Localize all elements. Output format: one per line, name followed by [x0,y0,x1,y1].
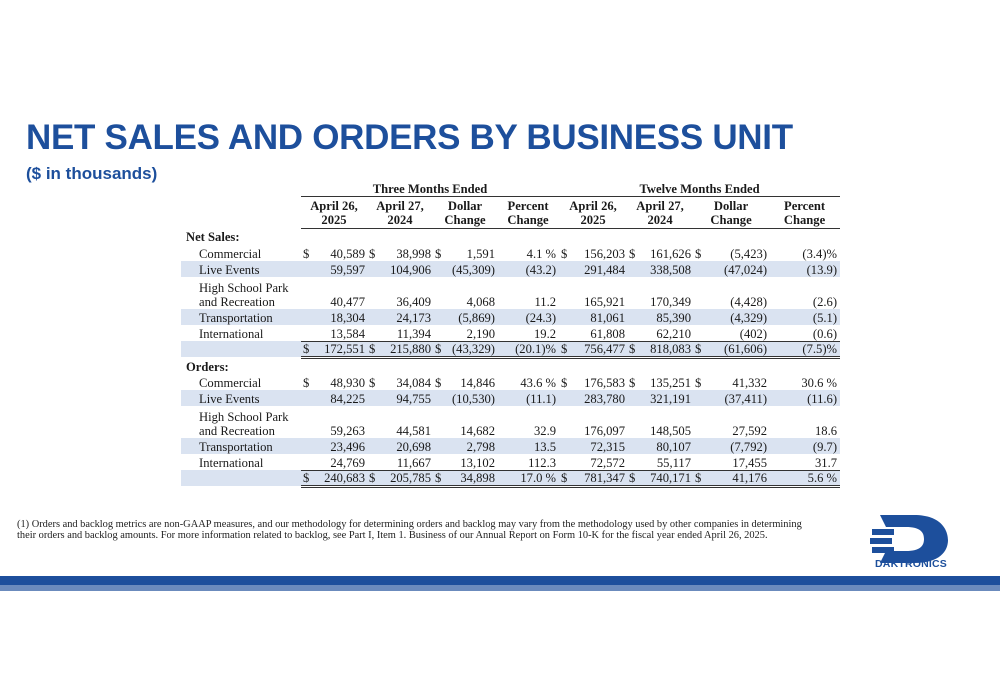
value-cell [367,374,433,390]
value-cell [769,325,840,341]
cell-value: 11,394 [396,326,431,341]
value-cell [559,277,627,309]
cell-value: 13,102 [460,455,495,470]
three-months-header: Three Months Ended [301,180,559,196]
column-header-line: April 26, [310,198,358,213]
currency-symbol: $ [561,246,568,261]
value-cell [769,390,840,406]
row-label: International [199,327,264,342]
value-cell [559,325,627,341]
cell-value: 19.2 [533,326,557,341]
column-header-row [181,196,840,228]
empty-cell [433,357,497,373]
row-label: Transportation [181,438,301,454]
currency-symbol: $ [303,341,310,356]
row-label: International [199,456,264,471]
column-header-line: Percent [784,198,826,213]
row-label-line: High School Park [199,409,289,424]
cell-value: 291,484 [584,262,626,277]
cell-value: 172,551 [324,341,365,356]
cell-value: 81,061 [590,310,626,325]
cell-value: 18.6 [814,423,838,438]
table-row [181,454,840,470]
empty-cell [627,357,693,373]
cell-value: (45,309) [451,262,495,277]
net-sales-label: Net Sales: [186,230,240,245]
cell-value: 72,315 [590,440,626,455]
column-header [367,196,433,228]
currency-symbol: $ [369,246,376,261]
cell-value: (10,530) [451,391,495,406]
value-cell [693,244,769,260]
currency-symbol: $ [435,341,442,356]
value-cell [497,374,559,390]
cell-value: 205,785 [390,470,431,485]
column-header-line: 2025 [321,212,347,227]
value-cell [769,470,840,486]
value-cell [769,438,840,454]
cell-value: 32.9 [533,423,557,438]
currency-symbol: $ [695,341,702,356]
value-cell [627,454,693,470]
cell-value: 48,930 [330,375,365,390]
value-cell [367,454,433,470]
column-header-line: Change [507,212,549,227]
value-cell [627,244,693,260]
value-cell [433,277,497,309]
cell-value: (7,792) [730,440,768,455]
value-cell [769,406,840,438]
cell-value: 818,083 [650,341,692,356]
table-row [181,261,840,277]
column-header-line: Change [444,212,486,227]
row-label-line: and Recreation [199,423,275,438]
value-cell [497,341,559,357]
page-subtitle: ($ in thousands) [26,164,158,183]
value-cell [367,325,433,341]
value-cell [559,261,627,277]
cell-value: (5.1) [812,310,838,325]
cell-value: 27,592 [732,423,768,438]
value-cell [367,309,433,325]
value-cell [693,390,769,406]
value-cell [627,309,693,325]
value-cell [769,277,840,309]
empty-cell [627,228,693,244]
table-row [181,406,840,438]
total-label-cell [181,341,301,357]
currency-symbol: $ [303,470,310,485]
cell-value: 170,349 [650,294,692,309]
row-label: Transportation [181,309,301,325]
cell-value: 43.6 % [520,375,557,390]
value-cell [693,277,769,309]
column-header [693,196,769,228]
cell-value: 2,190 [466,326,495,341]
cell-value: (4,428) [730,294,768,309]
cell-value: 176,097 [584,423,626,438]
value-cell [559,341,627,357]
value-cell [769,341,840,357]
cell-value: (3.4)% [802,246,838,261]
cell-value: (7.5)% [802,341,838,356]
total-label-cell [181,470,301,486]
value-cell [301,341,367,357]
value-cell [559,244,627,260]
cell-value: (9.7) [812,440,838,455]
cell-value: 30.6 % [801,375,838,390]
cell-value: 4,068 [466,294,495,309]
value-cell [693,470,769,486]
empty-cell [367,357,433,373]
cell-value: (37,411) [724,391,768,406]
empty-cell [559,357,627,373]
cell-value: 80,107 [656,440,692,455]
value-cell [497,325,559,341]
currency-symbol: $ [695,375,702,390]
cell-value: (13.9) [806,262,838,277]
column-header [301,196,367,228]
currency-symbol: $ [369,375,376,390]
cell-value: 38,998 [396,246,431,261]
cell-value: 11,667 [396,455,431,470]
table-row [181,309,840,325]
currency-symbol: $ [369,470,376,485]
column-header-line: 2025 [580,212,606,227]
cell-value: 40,477 [330,294,365,309]
value-cell [367,438,433,454]
value-cell [367,390,433,406]
cell-value: 41,176 [732,470,768,485]
column-header-line: April 26, [569,198,617,213]
cell-value: 165,921 [584,294,626,309]
cell-value: 240,683 [324,470,365,485]
cell-value: 156,203 [584,246,626,261]
footer-stripe-light [0,585,1000,591]
column-header [627,196,693,228]
cell-value: 17,455 [732,455,768,470]
row-label-line: and Recreation [199,294,275,309]
empty-cell [301,228,367,244]
value-cell [301,454,367,470]
cell-value: 94,755 [396,391,431,406]
cell-value: 4.1 % [526,246,557,261]
cell-value: 23,496 [330,440,365,455]
currency-symbol: $ [695,246,702,261]
value-cell [693,309,769,325]
cell-value: (61,606) [724,341,768,356]
value-cell [301,470,367,486]
empty-cell [497,357,559,373]
value-cell [693,454,769,470]
currency-symbol: $ [435,470,442,485]
business-unit-table [181,180,840,488]
value-cell [559,406,627,438]
cell-value: 14,846 [460,375,495,390]
empty-cell [693,357,769,373]
value-cell [559,374,627,390]
cell-value: 44,581 [396,423,431,438]
currency-symbol: $ [629,246,636,261]
value-cell [433,470,497,486]
value-cell [693,341,769,357]
value-cell [627,341,693,357]
value-cell [301,438,367,454]
currency-symbol: $ [303,246,310,261]
value-cell [497,244,559,260]
logo-wordmark: DAKTRONICS [875,558,947,570]
cell-value: 161,626 [650,246,692,261]
cell-value: (20.1)% [515,341,557,356]
value-cell [559,454,627,470]
value-cell [301,374,367,390]
value-cell [433,341,497,357]
value-cell [301,277,367,309]
column-header-line: April 27, [636,198,684,213]
cell-value: 135,251 [650,375,692,390]
cell-value: 740,171 [650,470,692,485]
orders-heading-row [181,357,840,373]
value-cell [627,325,693,341]
value-cell [627,390,693,406]
value-cell [433,454,497,470]
value-cell [693,261,769,277]
table-row [181,277,840,309]
currency-symbol: $ [695,470,702,485]
column-header-line: Change [783,212,826,227]
row-label: Live Events [181,390,301,406]
twelve-months-header: Twelve Months Ended [559,180,840,196]
footer-stripe [0,576,1000,585]
cell-value: 17.0 % [520,470,557,485]
value-cell [627,277,693,309]
column-header [497,196,559,228]
column-header-line: April 27, [376,198,424,213]
currency-symbol: $ [435,246,442,261]
value-cell [301,261,367,277]
value-cell [433,390,497,406]
cell-value: 756,477 [584,341,626,356]
cell-value: (11.6) [807,391,838,406]
cell-value: 14,682 [460,423,495,438]
value-cell [433,309,497,325]
value-cell [497,261,559,277]
column-header [433,196,497,228]
empty-cell [769,357,840,373]
cell-value: 283,780 [584,391,626,406]
value-cell [301,309,367,325]
cell-value: 55,117 [656,455,692,470]
page-title: NET SALES AND ORDERS BY BUSINESS UNIT [26,118,793,157]
value-cell [433,374,497,390]
value-cell [559,470,627,486]
value-cell [627,438,693,454]
table-row [181,374,840,390]
cell-value: 2,798 [466,440,495,455]
column-header [769,196,840,228]
footnote: (1) Orders and backlog metrics are non-GAAP measures, and our methodology for determining orders and backlog may vary from the methodology used by other companies in determining their orders and backlog amounts. For more information related to backlog, see Part I, Item 1. Business of our Annual Report on Form 10-K for the fiscal year ended April 26, 2025. [17,519,802,541]
currency-symbol: $ [435,375,442,390]
value-cell [769,244,840,260]
currency-symbol: $ [369,341,376,356]
currency-symbol: $ [629,470,636,485]
cell-value: (47,024) [724,262,768,277]
row-label-line: High School Park [199,280,289,295]
cell-value: 5.6 % [807,470,838,485]
value-cell [693,325,769,341]
empty-cell [497,228,559,244]
currency-symbol: $ [561,470,568,485]
row-label: Live Events [181,261,301,277]
value-cell [559,309,627,325]
cell-value: 24,769 [330,455,365,470]
column-header-line: Percent [507,198,549,213]
value-cell [497,438,559,454]
cell-value: 1,591 [466,246,495,261]
value-cell [693,438,769,454]
currency-symbol: $ [561,375,568,390]
value-cell [367,470,433,486]
value-cell [769,374,840,390]
cell-value: (0.6) [812,326,838,341]
cell-value: (402) [739,326,768,341]
row-label: Commercial [199,375,262,390]
value-cell [367,277,433,309]
value-cell [367,341,433,357]
cell-value: 13.5 [533,440,557,455]
empty-cell [769,228,840,244]
cell-value: (43,329) [451,341,495,356]
cell-value: 20,698 [396,440,431,455]
value-cell [497,406,559,438]
cell-value: 59,597 [330,262,365,277]
cell-value: 11.2 [534,294,557,309]
cell-value: 84,225 [330,391,365,406]
cell-value: 176,583 [584,375,626,390]
orders-total-row [181,470,840,486]
value-cell [627,261,693,277]
cell-value: 61,808 [590,326,626,341]
cell-value: (5,869) [458,310,495,325]
cell-value: 215,880 [390,341,431,356]
value-cell [497,390,559,406]
cell-value: 104,906 [390,262,431,277]
empty-cell [301,357,367,373]
column-header-line: Change [710,212,752,227]
table-row [181,390,840,406]
cell-value: (5,423) [730,246,768,261]
cell-value: 321,191 [650,391,692,406]
table-row [181,438,840,454]
cell-value: 40,589 [330,246,365,261]
net-sales-heading-row [181,228,840,244]
net-sales-total-row [181,341,840,357]
value-cell [433,406,497,438]
value-cell [627,406,693,438]
period-group-row [181,180,840,196]
cell-value: 85,390 [656,310,692,325]
row-label: Commercial [199,246,262,261]
value-cell [693,374,769,390]
column-header-line: Dollar [713,198,749,213]
value-cell [497,309,559,325]
cell-value: 62,210 [656,326,692,341]
cell-value: 338,508 [650,262,692,277]
value-cell [497,470,559,486]
value-cell [433,325,497,341]
cell-value: (43.2) [525,262,557,277]
column-header-line: 2024 [647,212,673,227]
row-label [181,406,301,438]
cell-value: (11.1) [526,391,557,406]
cell-value: 59,263 [330,423,365,438]
table-row [181,244,840,260]
cell-value: 148,505 [650,423,692,438]
row-label [181,277,301,309]
currency-symbol: $ [303,375,310,390]
value-cell [769,261,840,277]
cell-value: 112.3 [528,455,557,470]
column-header [559,196,627,228]
cell-value: 24,173 [396,310,431,325]
value-cell [367,261,433,277]
value-cell [497,454,559,470]
value-cell [433,261,497,277]
cell-value: 31.7 [814,455,838,470]
value-cell [301,406,367,438]
value-cell [301,325,367,341]
value-cell [497,277,559,309]
cell-value: 13,584 [330,326,365,341]
value-cell [693,406,769,438]
empty-cell [433,228,497,244]
value-cell [301,244,367,260]
value-cell [559,390,627,406]
empty-cell [367,228,433,244]
empty-cell [559,228,627,244]
empty-cell [693,228,769,244]
cell-value: 41,332 [732,375,768,390]
value-cell [433,438,497,454]
cell-value: 34,898 [460,470,495,485]
orders-label: Orders: [186,359,229,374]
value-cell [769,454,840,470]
currency-symbol: $ [629,341,636,356]
cell-value: (4,329) [730,310,768,325]
cell-value: 34,084 [396,375,431,390]
column-header-line: 2024 [387,212,413,227]
cell-value: (2.6) [812,294,838,309]
value-cell [301,390,367,406]
value-cell [433,244,497,260]
cell-value: 18,304 [330,310,365,325]
column-header-line: Dollar [447,198,483,213]
currency-symbol: $ [561,341,568,356]
value-cell [627,470,693,486]
value-cell [769,309,840,325]
currency-symbol: $ [629,375,636,390]
table-row [181,325,840,341]
cell-value: 781,347 [584,470,626,485]
value-cell [627,374,693,390]
cell-value: 72,572 [590,455,626,470]
cell-value: 36,409 [396,294,431,309]
value-cell [559,438,627,454]
value-cell [367,244,433,260]
cell-value: (24.3) [525,310,557,325]
value-cell [367,406,433,438]
